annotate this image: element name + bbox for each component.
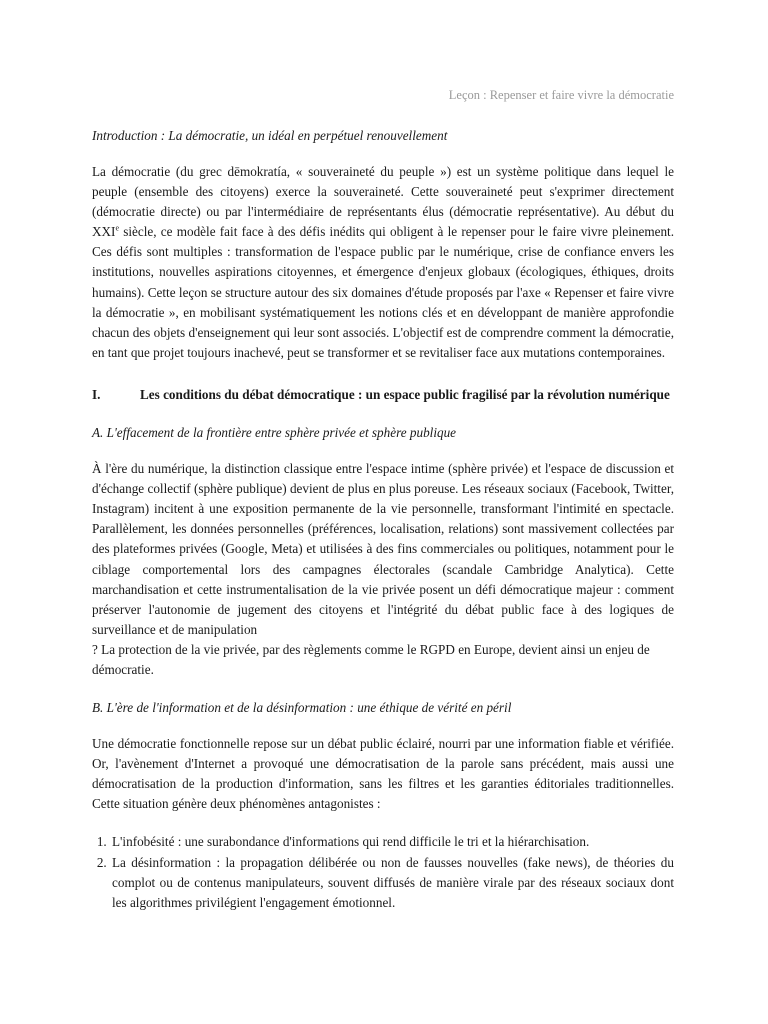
running-header: Leçon : Repenser et faire vivre la démocratie — [448, 88, 674, 102]
intro-text-part2: siècle, ce modèle fait face à des défis inédits qui obligent à le repenser pour le faire vivre pleinement. Ces défis sont multiples : transformation de l'espace public par le numérique, crise de confiance envers les institutions, nouvelles aspirations citoyennes, et émergence d'enjeux globaux (écologiques, éthiques, droits humains). Cette leçon se structure autour des six domaines d'étude proposés par l'axe « Repenser et faire vivre la démocratie », en mobilisant systématiquement les notions clés et en développant de manière approfondie chacun des objets d'enseignement qui leur sont associés. L'objectif est de comprendre comment la démocratie, en tant que projet toujours inachevé, peut se transformer et se revitaliser face aux mutations contemporaines. — [92, 224, 674, 360]
intro-paragraph — [92, 162, 674, 363]
list-item: 1. L'infobésité : une surabondance d'informations qui rend difficile le tri et la hiérarchisation. — [110, 832, 674, 852]
subsection-b-paragraph: Une démocratie fonctionnelle repose sur un débat public éclairé, nourri par une information fiable et vérifiée. Or, l'avènement d'Internet a provoqué une démocratisation de la parole sans précédent, mais aussi une démocratisation de la production d'information, sans les filtres et les garanties éditoriales traditionnelles. Cette situation génère deux phénomènes antagonistes : — [92, 736, 674, 812]
intro-text-part1: La démocratie (du grec dēmokratía, « souveraineté du peuple ») est un système politique dans lequel le peuple (ensemble des citoyens) exerce la souveraineté. Cette souveraineté peut s'exprimer directement (démocratie directe) ou par l'intermédiaire de représentants élus (démocratie représentative). Au début du XXI — [92, 164, 674, 240]
subsection-a-paragraph-2: ? La protection de la vie privée, par des règlements comme le RGPD en Europe, devient ainsi un enjeu de démocratie. — [92, 641, 650, 677]
list-item: 2. La désinformation : la propagation délibérée ou non de fausses nouvelles (fake news), de théories du complot ou de contenus manipulateurs, souvent diffusés de manière virale par des réseaux sociaux dont les algorithmes privilégient l'engagement émotionnel. — [110, 853, 674, 913]
subsection-b-heading: B. L'ère de l'information et de la désinformation : une éthique de vérité en péril — [92, 700, 512, 716]
phenomena-list — [92, 832, 674, 912]
century-superscript: e — [115, 223, 120, 233]
subsection-a-heading: A. L'effacement de la frontière entre sphère privée et sphère publique — [92, 425, 457, 441]
subsection-a-paragraph: À l'ère du numérique, la distinction classique entre l'espace intime (sphère privée) et l'espace de discussion et d'échange collectif (sphère publique) devient de plus en plus poreuse. Les réseaux sociaux (Facebook, Twitter, Instagram) incitent à une exposition permanente de la vie personnelle, transformant l'intimité en spectacle. Parallèlement, les données personnelles (préférences, localisation, relations) sont massivement collectées par des plateformes privées (Google, Meta) et utilisées à des fins commerciales ou politiques, notamment pour le ciblage comportemental lors des campagnes électorales (scandale Cambridge Analytica). Cette marchandisation et cette instrumentalisation de la vie privée posent un défi démocratique majeur : comment préserver l'autonomie de jugement des citoyens et l'intégrité du débat public face à des logiques de surveillance et de manipulation — [92, 461, 674, 637]
intro-heading: Introduction : La démocratie, un idéal en perpétuel renouvellement — [92, 128, 448, 143]
section-1-title: Les conditions du débat démocratique : un espace public fragilisé par la révolution numérique — [140, 386, 670, 402]
section-1-heading — [92, 385, 674, 405]
section-1-number: I. — [92, 386, 101, 402]
